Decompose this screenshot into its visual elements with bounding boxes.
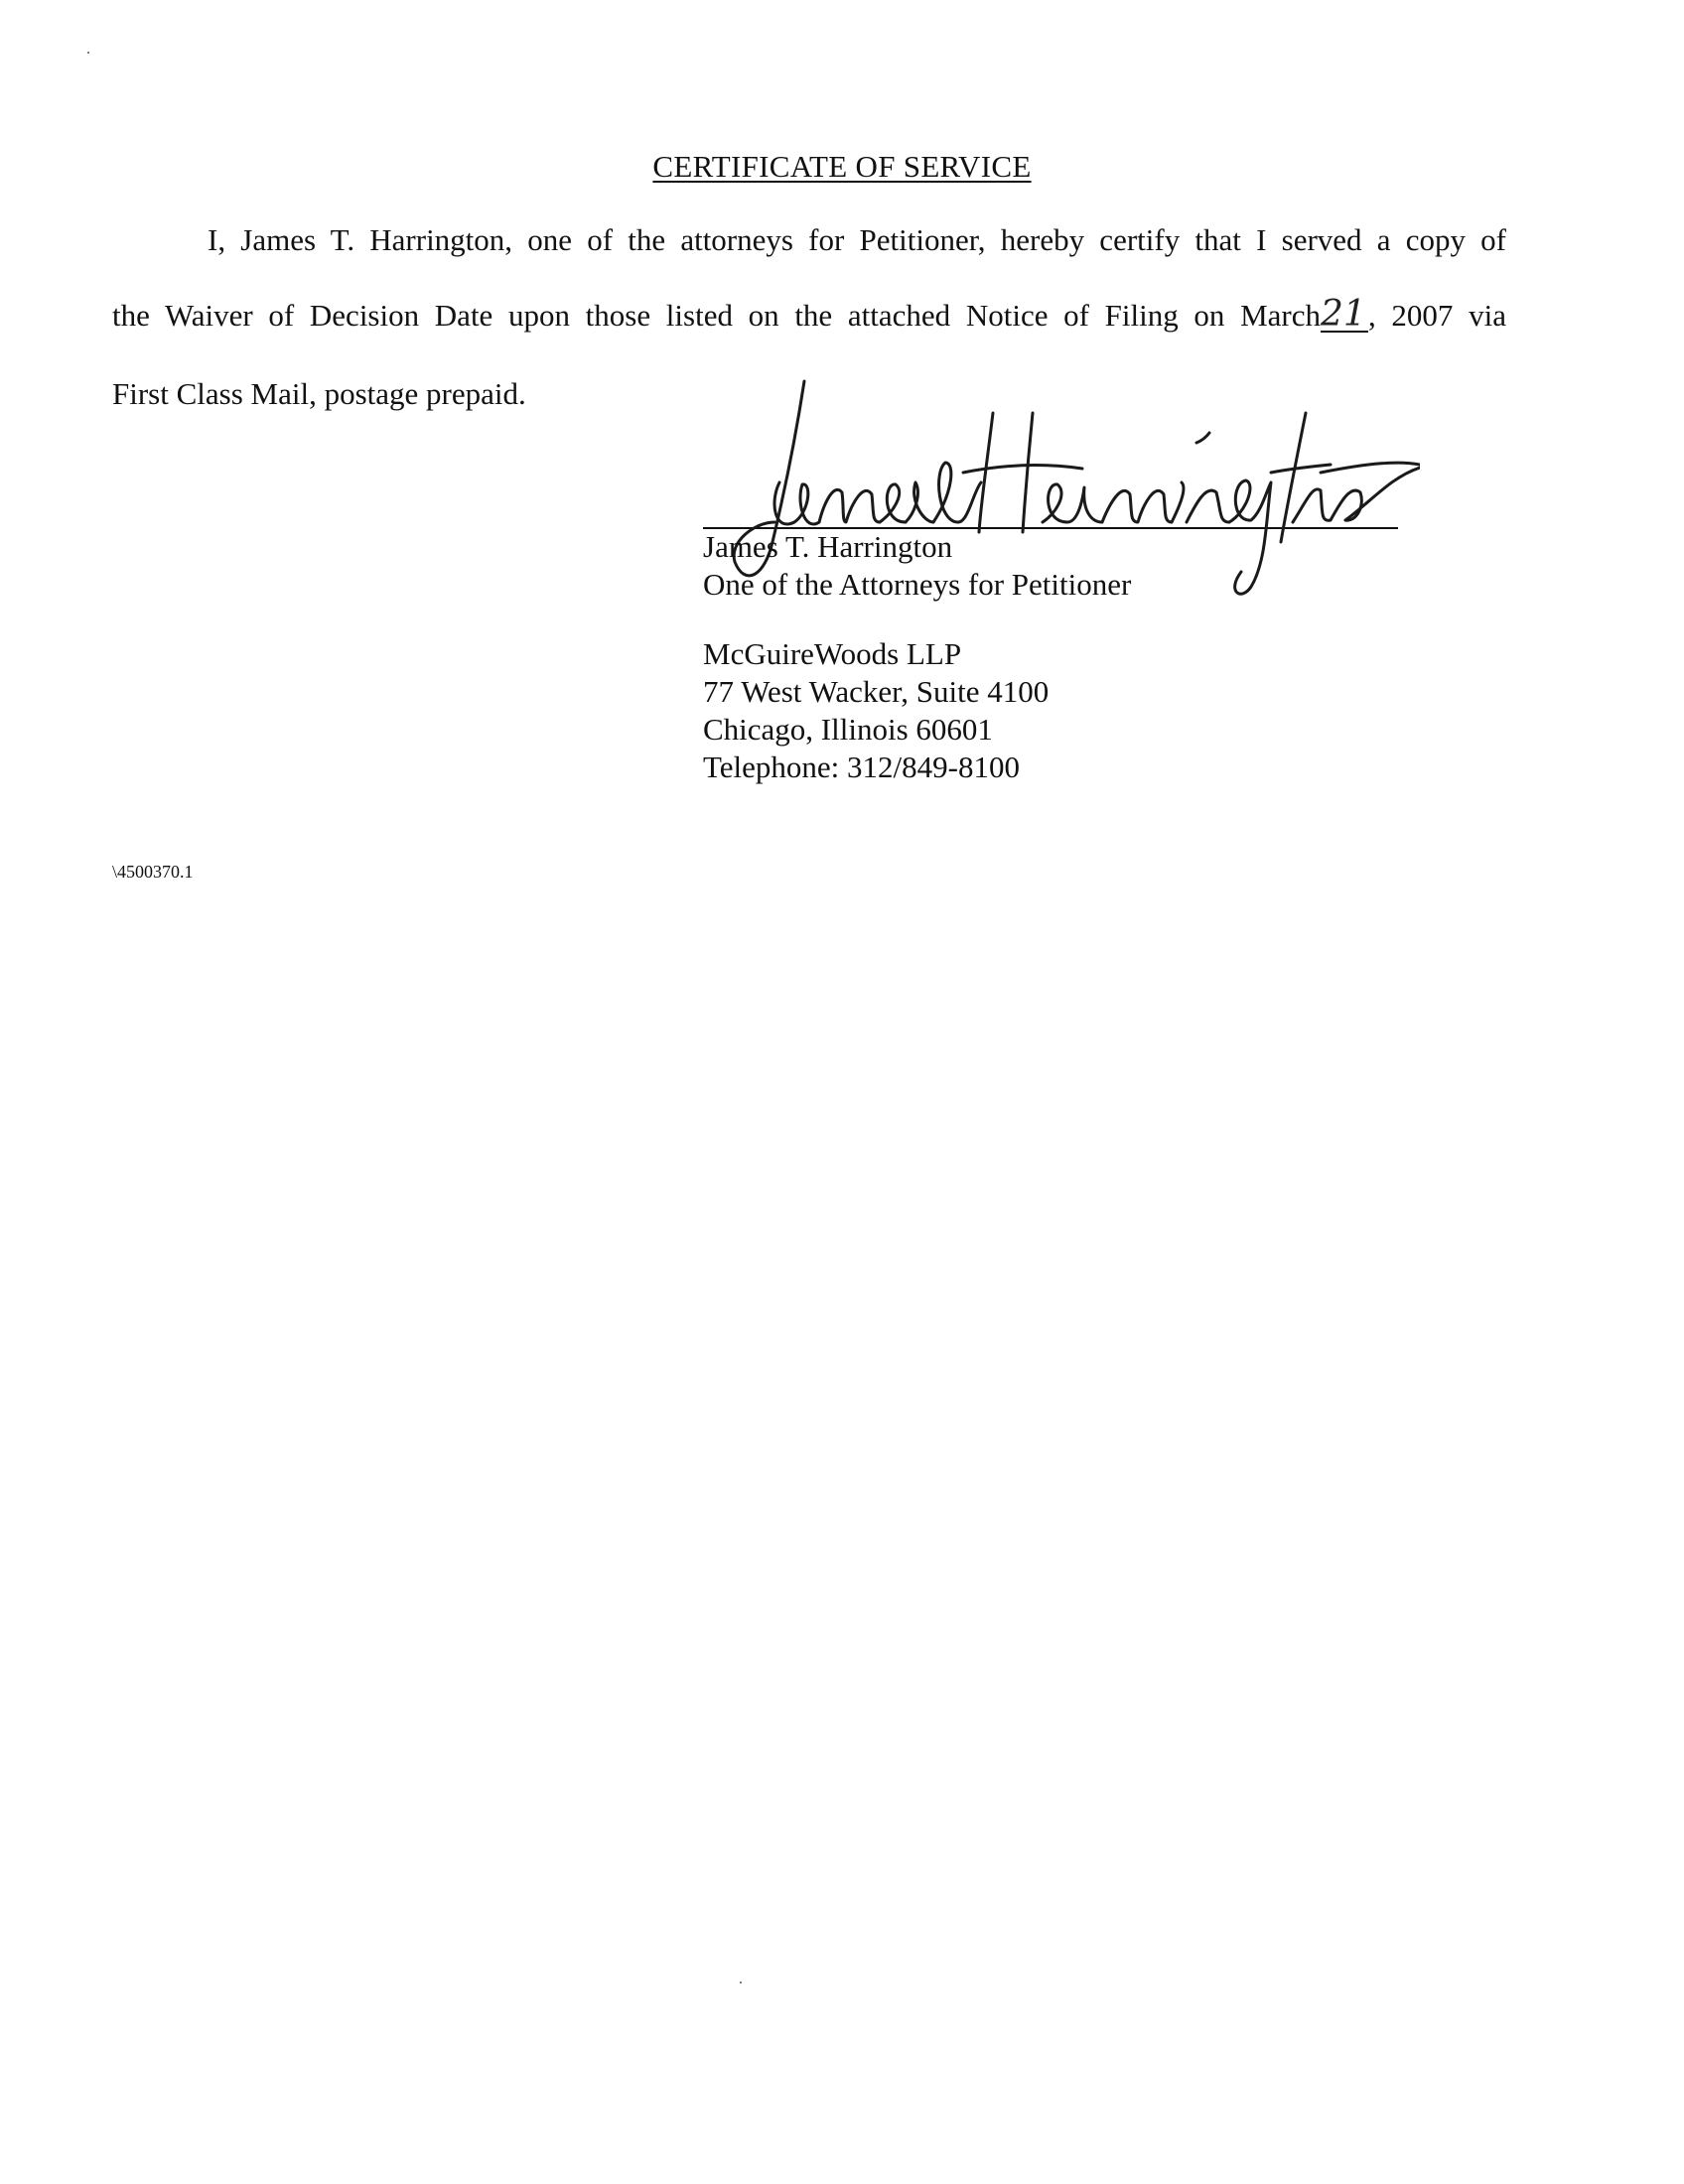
- signer-name: James T. Harrington: [703, 529, 953, 564]
- scan-speck: [87, 52, 89, 54]
- firm-telephone: Telephone: 312/849-8100: [703, 750, 1020, 784]
- certification-line-3: First Class Mail, postage prepaid.: [112, 376, 526, 411]
- page-title: CERTIFICATE OF SERVICE: [652, 149, 1032, 184]
- certification-line-2-tail: , 2007 via: [1368, 298, 1506, 333]
- certification-line-1: I, James T. Harrington, one of the attorneys for Petitioner, hereby certify that I served a copy of: [208, 222, 1506, 257]
- signature-block: [703, 528, 1131, 786]
- firm-address: 77 West Wacker, Suite 4100: [703, 674, 1050, 709]
- document-id: \4500370.1: [112, 862, 194, 882]
- scan-speck: [740, 1981, 742, 1983]
- date-blank: [1321, 294, 1368, 335]
- certification-line-2-text: the Waiver of Decision Date upon those listed on the attached Notice of Filing on March: [112, 298, 1321, 333]
- firm-city: Chicago, Illinois 60601: [703, 712, 993, 747]
- firm-name: McGuireWoods LLP: [703, 636, 962, 671]
- handwritten-date-day: 21: [1321, 294, 1366, 335]
- certification-line-2: [112, 296, 1506, 336]
- signer-role: One of the Attorneys for Petitioner: [703, 567, 1132, 602]
